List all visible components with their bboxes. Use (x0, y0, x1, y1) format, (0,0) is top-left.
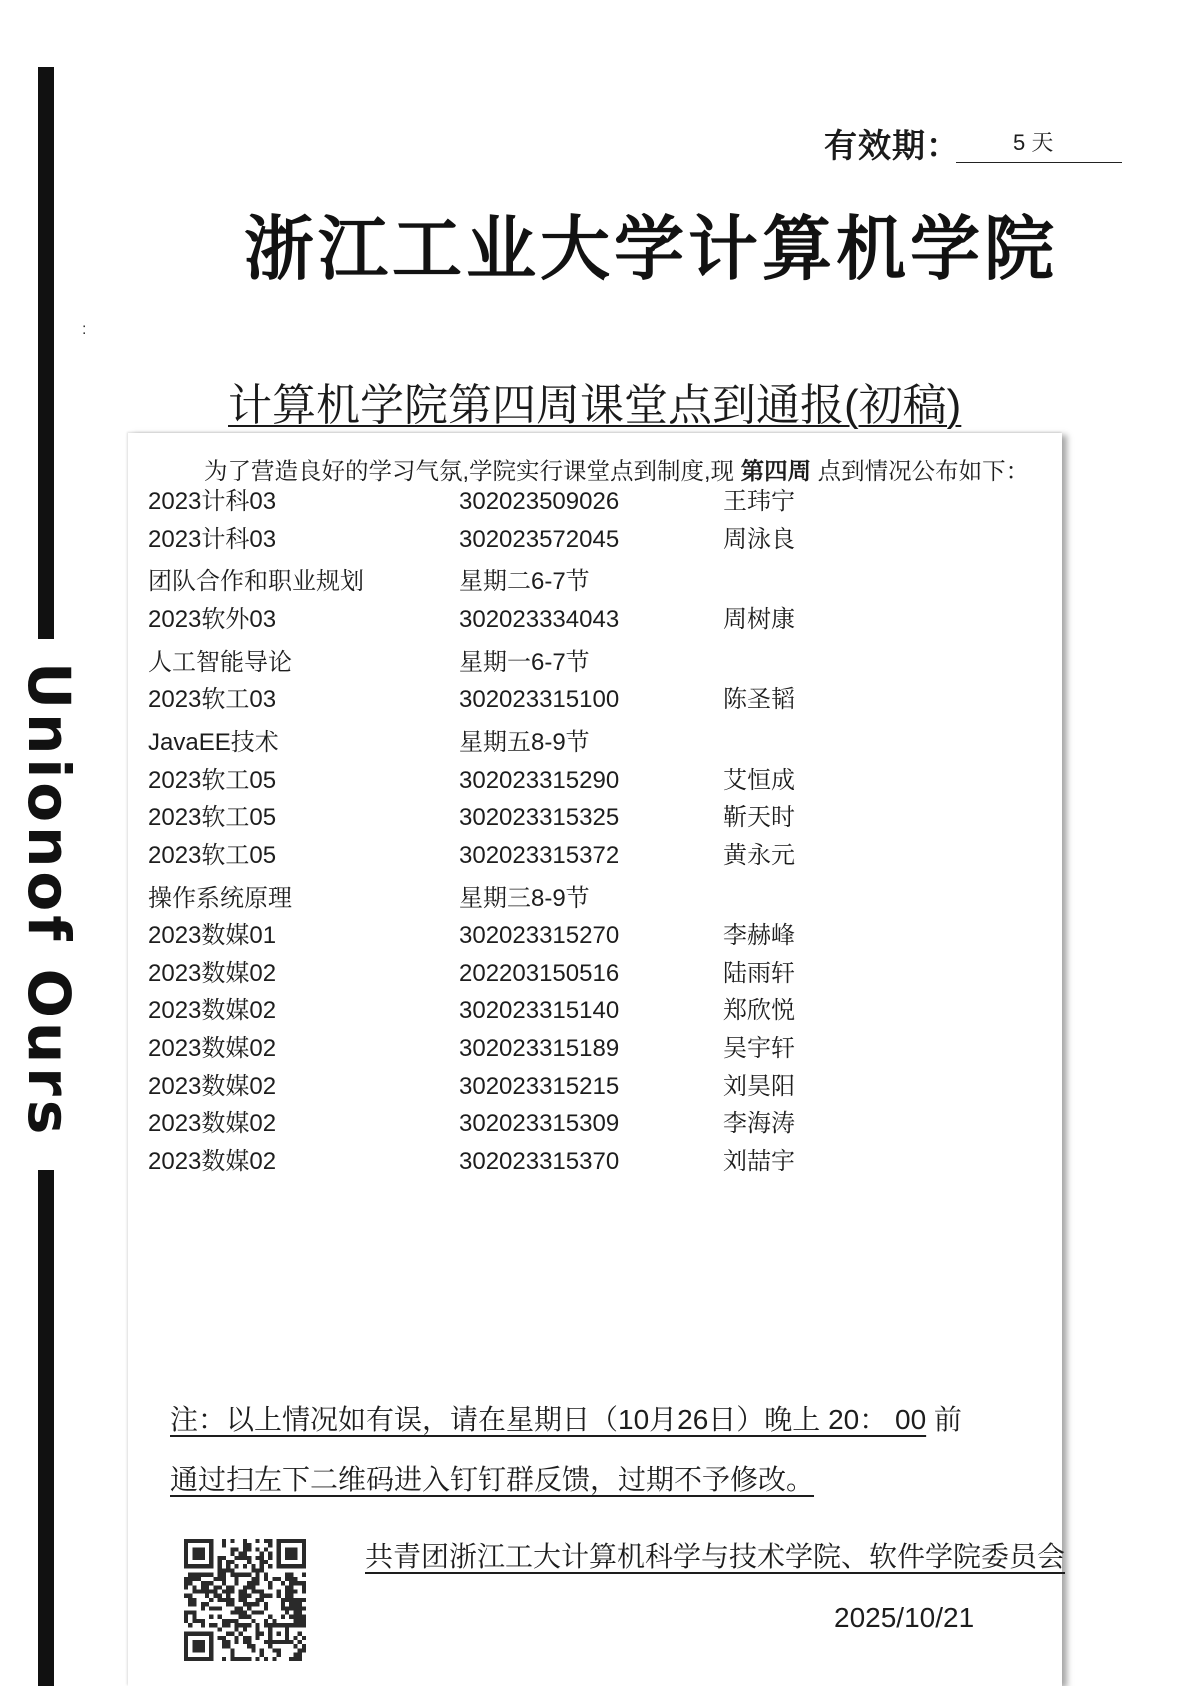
student-id: 302023315100 (459, 686, 620, 714)
student-id: 302023315215 (459, 1072, 620, 1100)
stray-colon-mark: : (82, 321, 87, 338)
student-name: 靳天时 (723, 804, 795, 832)
student-id: 302023315372 (459, 841, 620, 869)
student-id: 302023315370 (459, 1147, 620, 1175)
student-class: 2023软工05 (148, 804, 277, 832)
student-row (0, 955, 1192, 993)
student-id: 302023315309 (459, 1110, 620, 1138)
student-name: 李赫峰 (723, 922, 795, 950)
intro-suffix: 点到情况公布如下： (817, 458, 1030, 484)
attendance-list (0, 483, 1192, 1180)
student-name: 李海涛 (723, 1110, 795, 1138)
student-class: 2023数媒02 (148, 997, 277, 1025)
course-time: 星期五8-9节 (459, 729, 590, 757)
course-row (0, 563, 1192, 601)
issue-date: 2025/10/21 (834, 1602, 975, 1633)
note-line-1-tail: 前 (933, 1404, 962, 1435)
student-row (0, 762, 1192, 800)
student-row (0, 837, 1192, 875)
student-name: 艾恒成 (723, 766, 795, 794)
student-name: 刘喆宇 (723, 1147, 795, 1175)
note-line-2 (170, 1460, 814, 1500)
course-time: 星期一6-7节 (459, 648, 590, 676)
student-row (0, 601, 1192, 639)
student-id: 302023315290 (459, 766, 620, 794)
student-row (0, 1105, 1192, 1143)
course-time: 星期二6-7节 (459, 568, 590, 596)
intro-week: 第四周 (740, 458, 812, 484)
side-bar-bottom (38, 1170, 54, 1686)
side-banner-text: Unionof Ours (15, 662, 83, 1139)
course-time: 星期三8-9节 (459, 884, 590, 912)
student-row (0, 1068, 1192, 1106)
student-class: 2023数媒02 (148, 1072, 277, 1100)
student-name: 黄永元 (723, 841, 795, 869)
student-id: 302023334043 (459, 605, 620, 633)
student-name: 吴宇轩 (723, 1035, 795, 1063)
student-id: 302023315189 (459, 1035, 620, 1063)
course-name: 人工智能导论 (148, 648, 292, 676)
student-class: 2023数媒02 (148, 1110, 277, 1138)
student-name: 王玮宁 (723, 488, 795, 515)
student-row (0, 681, 1192, 719)
student-id: 202203150516 (459, 959, 620, 987)
student-class: 2023软工03 (148, 686, 277, 714)
student-id: 302023509026 (459, 488, 620, 515)
student-row (0, 799, 1192, 837)
student-row (0, 1143, 1192, 1181)
student-row (0, 992, 1192, 1030)
student-id: 302023315270 (459, 922, 620, 950)
notice-title: 计算机学院第四周课堂点到通报(初稿) (228, 381, 962, 430)
validity-value: 5 天 (956, 128, 1122, 163)
student-id: 302023315325 (459, 804, 620, 832)
college-title: 浙江工业大学计算机学院 (244, 210, 1058, 288)
student-name: 郑欣悦 (723, 997, 795, 1025)
student-name: 周树康 (723, 605, 795, 633)
note-line-1 (170, 1400, 962, 1440)
student-class: 2023软工05 (148, 766, 277, 794)
organization-name: 共青团浙江工大计算机科学与技术学院、软件学院委员会 (365, 1541, 1066, 1572)
student-class: 2023计科03 (148, 525, 277, 553)
course-name: 团队合作和职业规划 (148, 568, 364, 596)
student-name: 陈圣韬 (723, 686, 795, 714)
student-name: 周泳良 (723, 525, 795, 553)
student-class: 2023软工05 (148, 841, 277, 869)
student-class: 2023数媒02 (148, 1147, 277, 1175)
validity-label: 有效期： (824, 127, 960, 164)
student-class: 2023计科03 (148, 488, 277, 515)
intro-line (204, 456, 1029, 486)
course-row (0, 644, 1192, 682)
course-name: 操作系统原理 (148, 884, 292, 912)
student-row (0, 1030, 1192, 1068)
student-name: 陆雨轩 (723, 959, 795, 987)
student-name: 刘昊阳 (723, 1072, 795, 1100)
qr-code (184, 1539, 306, 1661)
student-row (0, 483, 1192, 521)
intro-prefix: 为了营造良好的学习气氛,学院实行课堂点到制度,现 (204, 458, 735, 484)
student-id: 302023315140 (459, 997, 620, 1025)
student-class: 2023数媒02 (148, 959, 277, 987)
student-class: 2023软外03 (148, 605, 277, 633)
student-row (0, 521, 1192, 559)
student-row (0, 917, 1192, 955)
course-row (0, 880, 1192, 918)
course-row (0, 724, 1192, 762)
student-class: 2023数媒01 (148, 922, 277, 950)
note-line-1-main: 注：以上情况如有误，请在星期日（10月26日）晚上 20： 00 (170, 1404, 927, 1435)
student-class: 2023数媒02 (148, 1035, 277, 1063)
note-line-2-text: 通过扫左下二维码进入钉钉群反馈，过期不予修改。 (170, 1464, 815, 1495)
student-id: 302023572045 (459, 525, 620, 553)
course-name: JavaEE技术 (148, 729, 279, 757)
